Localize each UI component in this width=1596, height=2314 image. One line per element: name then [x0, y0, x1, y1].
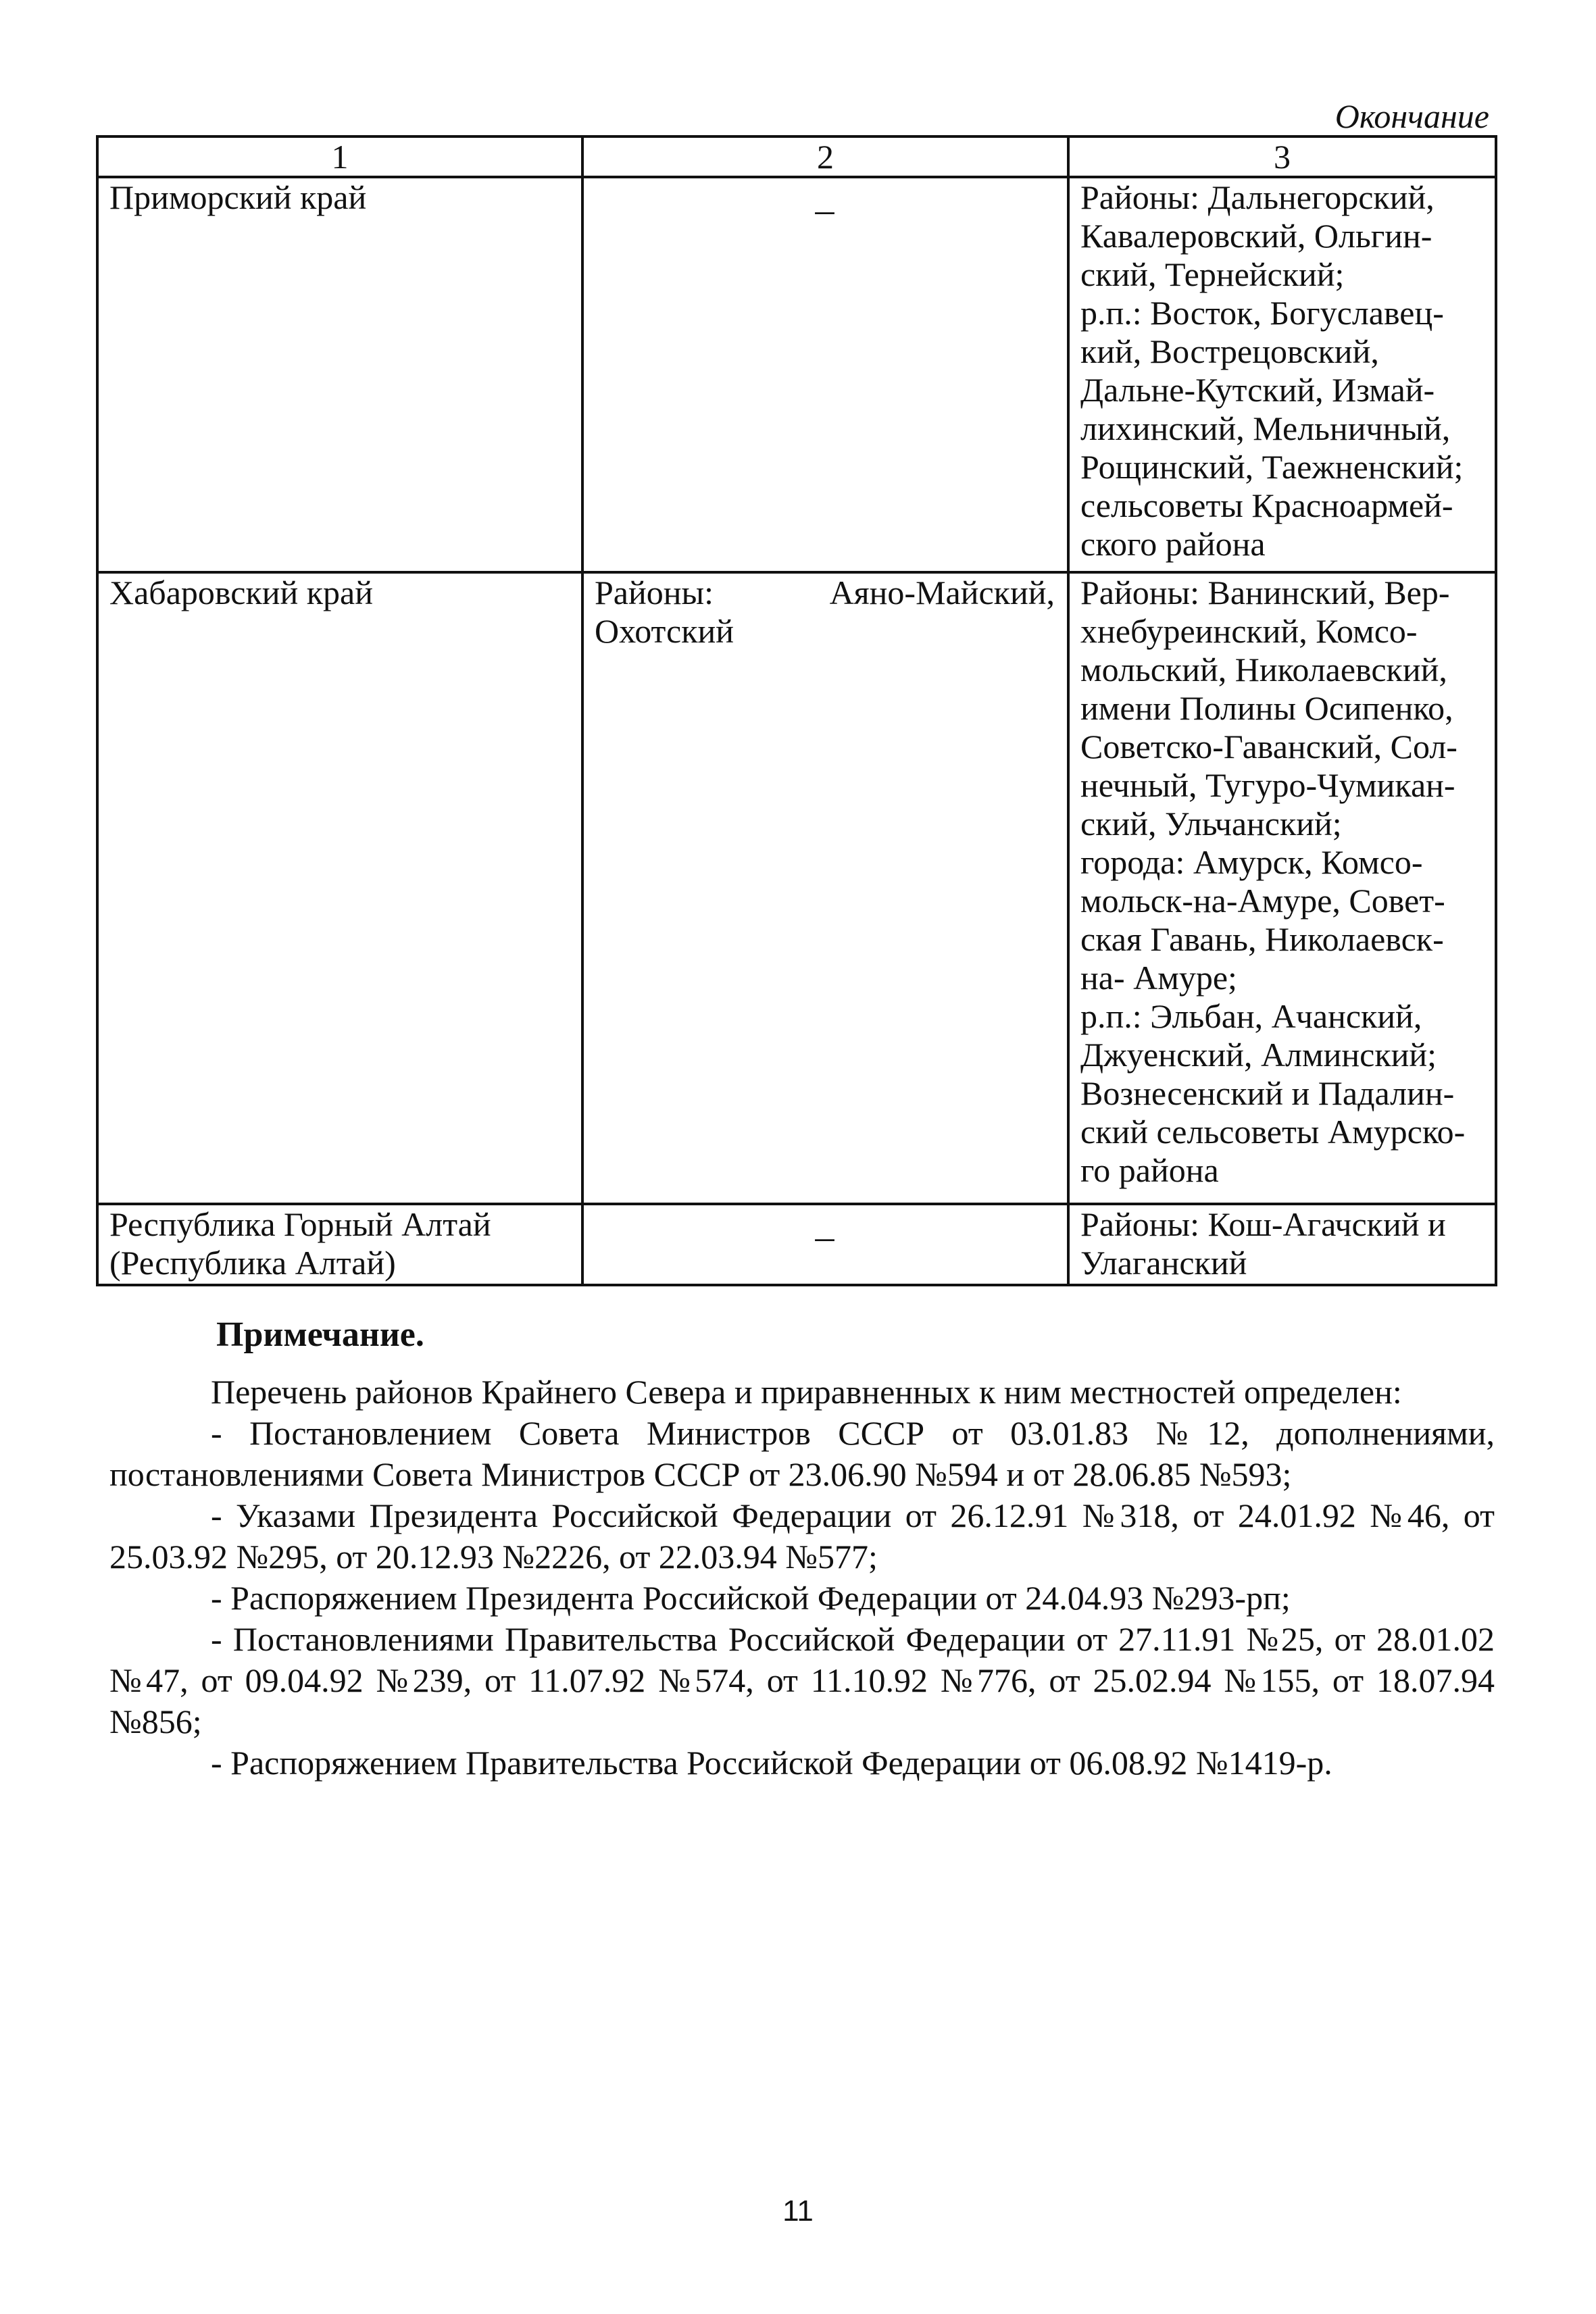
districts-col3-cell [1068, 572, 1496, 1204]
cell-line: Хабаровский край [109, 574, 373, 611]
column-header: 1 [97, 136, 582, 177]
cell-line: Джуенский, Алминский; [1080, 1036, 1437, 1074]
cell-line: мольский, Николаевский, [1080, 651, 1447, 688]
cell-line: ский, Тернейский; [1080, 255, 1345, 293]
note-item: - Указами Президента Российской Федерации от 26.12.91 №318, от 24.01.92 №46, от 25.03.92 №295, от 20.12.93 №2226, от 22.03.94 №577; [109, 1496, 1495, 1576]
cell-line: города: Амурск, Комсо- [1080, 843, 1423, 881]
cell-line: Районы: Дальнегорский, [1080, 178, 1435, 216]
table-row [97, 1204, 1496, 1285]
cell-line: ский сельсоветы Амурско- [1080, 1113, 1466, 1151]
cell-line: хнебуреинский, Комсо- [1080, 612, 1418, 650]
cell-line: го района [1080, 1151, 1219, 1189]
column-header: 2 [582, 136, 1068, 177]
page-number: 11 [782, 2194, 814, 2228]
cell-line: Кавалеровский, Ольгин- [1080, 217, 1432, 255]
cell-line: Охотский [595, 612, 734, 650]
region-cell [97, 572, 582, 1204]
districts-col3-cell [1068, 1204, 1496, 1285]
cell-line: на- Амуре; [1080, 959, 1237, 997]
districts-col2-cell [582, 177, 1068, 572]
cell-line: Рощинский, Таежненский; [1080, 448, 1464, 486]
cell-line: _ [815, 1203, 834, 1245]
table-row [97, 177, 1496, 572]
cell-line: Районы: Кош-Агачский и [1080, 1205, 1446, 1243]
cell-line: сельсоветы Красноармей- [1080, 486, 1453, 524]
cell-line: р.п.: Эльбан, Ачанский, [1080, 997, 1422, 1035]
districts-col2-cell [582, 572, 1068, 1204]
note-item: - Распоряжением Президента Российской Федерации от 24.04.93 №293-рп; [211, 1579, 1291, 1617]
cell-line: Районы: Ванинский, Вер- [1080, 574, 1450, 611]
cell-line: мольск-на-Амуре, Совет- [1080, 882, 1445, 920]
cell-line: Советско-Гаванский, Сол- [1080, 728, 1457, 765]
cell-line: Районы: Аяно-Майский, [595, 574, 1055, 611]
cell-line: ский, Ульчанский; [1080, 805, 1342, 842]
region-cell [97, 1204, 582, 1285]
cell-line: Вознесенский и Падалин- [1080, 1074, 1455, 1112]
note-item: - Постановлениями Правительства Российской Федерации от 27.11.91 №25, от 28.01.02 №47, от 09.04.92 №239, от 11.07.92 №574, от 11.10.92 №776, от 25.02.94 №155, от 18.07.94 №856; [109, 1620, 1495, 1740]
districts-col3-cell [1068, 177, 1496, 572]
note-item: - Постановлением Совета Министров СССР от 03.01.83 №12, дополнениями, постановлениями Совета Министров СССР от 23.06.90 №594 и от 28.06.85 №593; [109, 1414, 1495, 1493]
cell-line: имени Полины Осипенко, [1080, 689, 1453, 727]
cell-line: Дальне-Кутский, Измай- [1080, 371, 1435, 409]
note-title: Примечание. [216, 1315, 424, 1354]
continuation-label: Окончание [1335, 97, 1489, 135]
cell-line: лихинский, Мельничный, [1080, 409, 1451, 447]
column-header: 3 [1068, 136, 1496, 177]
cell-line: р.п.: Восток, Богуславец- [1080, 294, 1444, 332]
cell-line: ского района [1080, 525, 1266, 563]
cell-line: Республика Горный Алтай [109, 1205, 491, 1243]
table-header-row [97, 136, 1496, 177]
cell-line: кий, Вострецовский, [1080, 332, 1379, 370]
cell-line: ская Гавань, Николаевск- [1080, 920, 1444, 958]
regions-table [96, 135, 1497, 1286]
cell-line: Улаганский [1080, 1244, 1247, 1282]
cell-line: (Республика Алтай) [109, 1244, 396, 1282]
table-row [97, 572, 1496, 1204]
cell-line: нечный, Тугуро-Чумикан- [1080, 766, 1455, 804]
cell-line: _ [815, 176, 834, 218]
districts-col2-cell [582, 1204, 1068, 1285]
note-intro: Перечень районов Крайнего Севера и приравненных к ним местностей определен: [211, 1373, 1402, 1411]
note-item: - Распоряжением Правительства Российской Федерации от 06.08.92 №1419-р. [211, 1744, 1332, 1782]
region-cell [97, 177, 582, 572]
note-body [109, 1372, 1495, 1784]
cell-line: Приморский край [109, 178, 367, 216]
